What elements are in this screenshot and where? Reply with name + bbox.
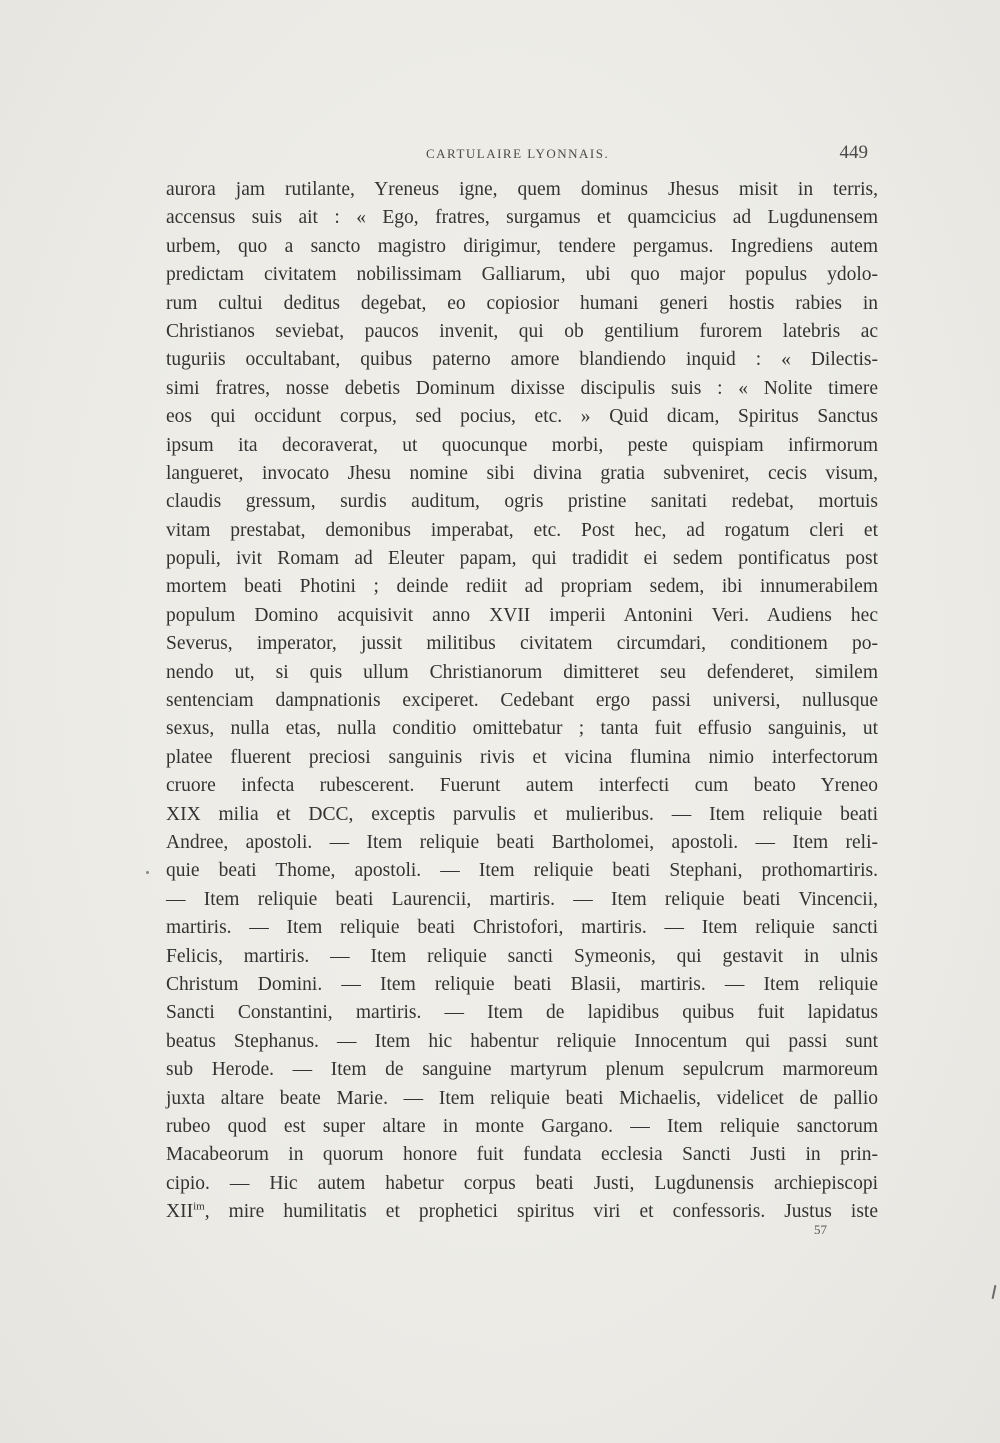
- text-line: predictam civitatem nobilissimam Galliarum, ubi quo major populus ydolo-: [166, 264, 878, 286]
- text-line: Severus, imperator, jussit militibus civitatem circumdari, conditionem po-: [166, 633, 878, 655]
- margin-dot: [146, 871, 149, 874]
- header-title: CARTULAIRE LYONNAIS.: [426, 146, 610, 161]
- text-line: sentenciam dampnationis exciperet. Cedebant ergo passi universi, nullusque: [166, 690, 878, 712]
- text-line: Andree, apostoli. — Item reliquie beati Bartholomei, apostoli. — Item reli-: [166, 831, 878, 853]
- text-line: ipsum ita decoraverat, ut quocunque morbi, peste quispiam infirmorum: [166, 434, 878, 456]
- text-line: tuguriis occultabant, quibus paterno amore blandiendo inquid : « Dilectis-: [166, 349, 878, 371]
- text-line: sexus, nulla etas, nulla conditio omittebatur ; tanta fuit effusio sanguinis, ut: [166, 718, 878, 740]
- text-line: Christianos seviebat, paucos invenit, qui ob gentilium furorem latebris ac: [166, 320, 878, 342]
- text-line: langueret, invocato Jhesu nomine sibi divina gratia subveniret, cecis visum,: [166, 462, 878, 484]
- last-line-rest: , mire humilitatis et prophetici spiritus viri et confessoris. Justus iste: [204, 1201, 878, 1223]
- text-line: juxta altare beate Marie. — Item reliquie beati Michaelis, videlicet de pallio: [166, 1087, 878, 1109]
- text-line: rum cultui deditus degebat, eo copiosior humani generi hostis rabies in: [166, 292, 878, 314]
- text-line: platee fluerent preciosi sanguinis rivis et vicina flumina nimio interfectorum: [166, 746, 878, 768]
- text-line: mortem beati Photini ; deinde rediit ad propriam sedem, ibi innumerabilem: [166, 576, 878, 598]
- text-line: simi fratres, nosse debetis Dominum dixisse discipulis suis : « Nolite timere: [166, 377, 878, 399]
- text-line: cipio. — Hic autem habetur corpus beati Justi, Lugdunensis archiepiscopi: [166, 1172, 878, 1194]
- page-number: 449: [839, 142, 868, 163]
- text-lines: [166, 176, 878, 1198]
- last-line-numeral: XII: [166, 1201, 194, 1223]
- text-line: Macabeorum in quorum honore fuit fundata ecclesia Sancti Justi in prin-: [166, 1144, 878, 1166]
- text-line: nendo ut, si quis ullum Christianorum dimitteret seu defenderet, similem: [166, 661, 878, 683]
- text-line: aurora jam rutilante, Yreneus igne, quem dominus Jhesus misit in terris,: [166, 179, 878, 200]
- text-line: Sancti Constantini, martiris. — Item de lapidibus quibus fuit lapidatus: [166, 1002, 878, 1024]
- text-line: populum Domino acquisivit anno XVII imperii Antonini Veri. Audiens hec: [166, 604, 878, 626]
- last-line-superscript: im: [193, 1200, 205, 1213]
- signature-mark: 57: [814, 1222, 827, 1237]
- text-line: XIX milia et DCC, exceptis parvulis et mulieribus. — Item reliquie beati: [166, 803, 878, 825]
- text-line: populi, ivit Romam ad Eleuter papam, qui tradidit ei sedem pontificatus post: [166, 548, 878, 570]
- text-line: martiris. — Item reliquie beati Christofori, martiris. — Item reliquie sancti: [166, 917, 878, 939]
- text-line-last: [166, 1198, 878, 1226]
- body-text: [166, 176, 878, 1226]
- text-line: claudis gressum, surdis auditum, ogris pristine sanitati redebat, mortuis: [166, 491, 878, 513]
- text-line: sub Herode. — Item de sanguine martyrum plenum sepulcrum marmoreum: [166, 1059, 878, 1081]
- text-line: accensus suis ait : « Ego, fratres, surgamus et quamcicius ad Lugdunensem: [166, 207, 878, 229]
- text-line: Christum Domini. — Item reliquie beati Blasii, martiris. — Item reliquie: [166, 973, 878, 995]
- text-line: beatus Stephanus. — Item hic habentur reliquie Innocentum qui passi sunt: [166, 1030, 878, 1052]
- text-line: urbem, quo a sancto magistro dirigimur, tendere pergamus. Ingrediens autem: [166, 235, 878, 257]
- text-line: rubeo quod est super altare in monte Gargano. — Item reliquie sanctorum: [166, 1115, 878, 1137]
- text-line: vitam prestabat, demonibus imperabat, etc. Post hec, ad rogatum cleri et: [166, 519, 878, 541]
- text-line: cruore infecta rubescerent. Fuerunt autem interfecti cum beato Yreneo: [166, 775, 878, 797]
- text-line: — Item reliquie beati Laurencii, martiris. — Item reliquie beati Vincencii,: [166, 888, 878, 910]
- text-line: quie beati Thome, apostoli. — Item reliquie beati Stephani, prothomartiris.: [166, 860, 878, 882]
- text-line: Felicis, martiris. — Item reliquie sancti Symeonis, qui gestavit in ulnis: [166, 945, 878, 967]
- running-header: [168, 142, 878, 170]
- margin-mark: [992, 1285, 997, 1299]
- text-line: eos qui occidunt corpus, sed pocius, etc. » Quid dicam, Spiritus Sanctus: [166, 406, 878, 428]
